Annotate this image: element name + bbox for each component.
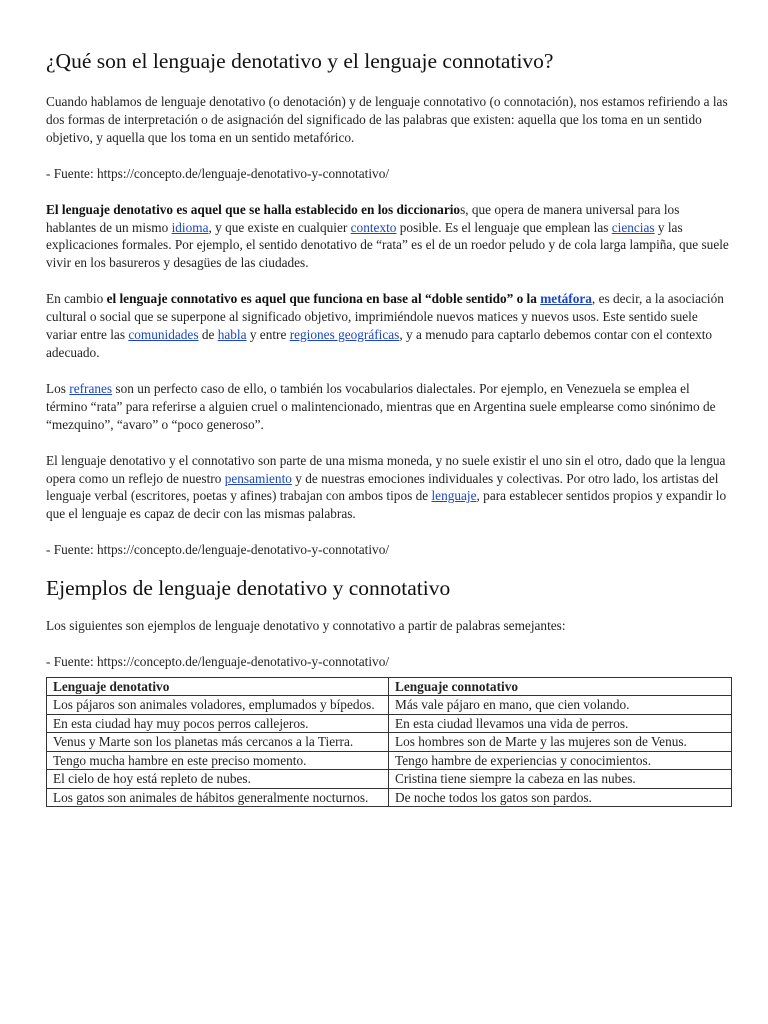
examples-table (46, 677, 732, 808)
table-row (47, 714, 732, 733)
source-line-2: - Fuente: https://concepto.de/lenguaje-denotativo-y-connotativo/ (46, 542, 390, 558)
table-row (47, 733, 732, 752)
examples-intro: Los siguientes son ejemplos de lenguaje denotativo y connotativo a partir de palabras semejantes: (46, 618, 566, 634)
source-line-3: - Fuente: https://concepto.de/lenguaje-denotativo-y-connotativo/ (46, 654, 390, 670)
header-denotativo: Lenguaje denotativo (47, 677, 389, 696)
document-page (46, 48, 731, 807)
table-row (47, 788, 732, 807)
cell-denotativo: Tengo mucha hambre en este preciso momento. (47, 751, 389, 770)
table-row (47, 770, 732, 789)
cell-denotativo: En esta ciudad hay muy pocos perros callejeros. (47, 714, 389, 733)
link-idioma[interactable]: idioma (171, 219, 209, 235)
link-contexto[interactable]: contexto (350, 219, 397, 235)
denotative-paragraph: El lenguaje denotativo es aquel que se halla establecido en los diccionarios, que opera de manera universal para los hablantes de un mismo idioma, y que existe en cualquier contexto posible. Es el lenguaje que emplean las ciencias y las explicaciones formales. Por ejemplo, el sentido denotativo de “rata” es el de un roedor peludo y de cola larga lampiña, que suele vivir en los basureros y desagües de las ciudades. (46, 201, 729, 271)
link-habla[interactable]: habla (217, 327, 247, 343)
heading-que-son: ¿Qué son el lenguaje denotativo y el lenguaje connotativo? (46, 49, 554, 73)
denotative-definition-bold: El lenguaje denotativo es aquel que se halla establecido en los diccionario (46, 201, 461, 217)
cell-connotativo: Los hombres son de Marte y las mujeres son de Venus. (389, 733, 732, 752)
table-row (47, 751, 732, 770)
table-row (47, 696, 732, 715)
connotative-paragraph: En cambio el lenguaje connotativo es aquel que funciona en base al “doble sentido” o la metáfora, es decir, a la asociación cultural o social que se superpone al significado objetivo, imprimiéndole nuevos matices y nuevos usos. Este sentido suele variar entre las comunidades de habla y entre regiones geográficas, y a menudo para captarlo debemos contar con el contexto adecuado. (46, 291, 724, 360)
moneda-paragraph: El lenguaje denotativo y el connotativo son parte de una misma moneda, y no suele existir el uno sin el otro, dado que la lengua opera como un reflejo de nuestro pensamiento y de nuestras emociones individuales y colectivas. Por otro lado, los artistas del lenguaje verbal (escritores, poetas y afines) trabajan con ambos tipos de lenguaje, para establecer sentidos propios y expandir lo que el lenguaje es capaz de decir con las mismas palabras. (46, 452, 727, 522)
cell-connotativo: De noche todos los gatos son pardos. (389, 788, 732, 807)
cell-denotativo: Los gatos son animales de hábitos generalmente nocturnos. (47, 788, 389, 807)
link-pensamiento[interactable]: pensamiento (224, 470, 292, 486)
link-lenguaje[interactable]: lenguaje (431, 488, 477, 504)
table-header-row (47, 677, 732, 696)
cell-connotativo: Cristina tiene siempre la cabeza en las nubes. (389, 770, 732, 789)
cell-denotativo: Los pájaros son animales voladores, emplumados y bípedos. (47, 696, 389, 715)
intro-paragraph: Cuando hablamos de lenguaje denotativo (o denotación) y de lenguaje connotativo (o connotación), nos estamos refiriendo a las dos formas de interpretación o de asignación del significado de las palabras que existen: aquella que los toma en un sentido objetivo, y aquella que los toma en un sentido metafórico. (46, 94, 728, 145)
link-ciencias[interactable]: ciencias (611, 219, 655, 235)
link-metafora[interactable]: metáfora (540, 291, 592, 307)
cell-connotativo: En esta ciudad llevamos una vida de perros. (389, 714, 732, 733)
heading-ejemplos: Ejemplos de lenguaje denotativo y connotativo (46, 576, 451, 601)
refranes-paragraph: Los refranes son un perfecto caso de ello, o también los vocabularios dialectales. Por ejemplo, en Venezuela se emplea el término “rata” para referirse a alguien cruel o malintencionado, mientras que en Argentina suele emplearse como sinónimo de “mezquino”, “avaro” o “poco generoso”. (46, 380, 716, 432)
header-connotativo: Lenguaje connotativo (389, 677, 732, 696)
link-comunidades[interactable]: comunidades (128, 327, 199, 343)
link-regiones-geograficas[interactable]: regiones geográficas (289, 327, 400, 343)
cell-denotativo: Venus y Marte son los planetas más cercanos a la Tierra. (47, 733, 389, 752)
cell-denotativo: El cielo de hoy está repleto de nubes. (47, 770, 389, 789)
source-line-1: - Fuente: https://concepto.de/lenguaje-denotativo-y-connotativo/ (46, 165, 390, 181)
connotative-definition-bold: el lenguaje connotativo es aquel que funciona en base al “doble sentido” o la (106, 291, 541, 307)
cell-connotativo: Más vale pájaro en mano, que cien volando. (389, 696, 732, 715)
cell-connotativo: Tengo hambre de experiencias y conocimientos. (389, 751, 732, 770)
link-refranes[interactable]: refranes (69, 380, 113, 396)
